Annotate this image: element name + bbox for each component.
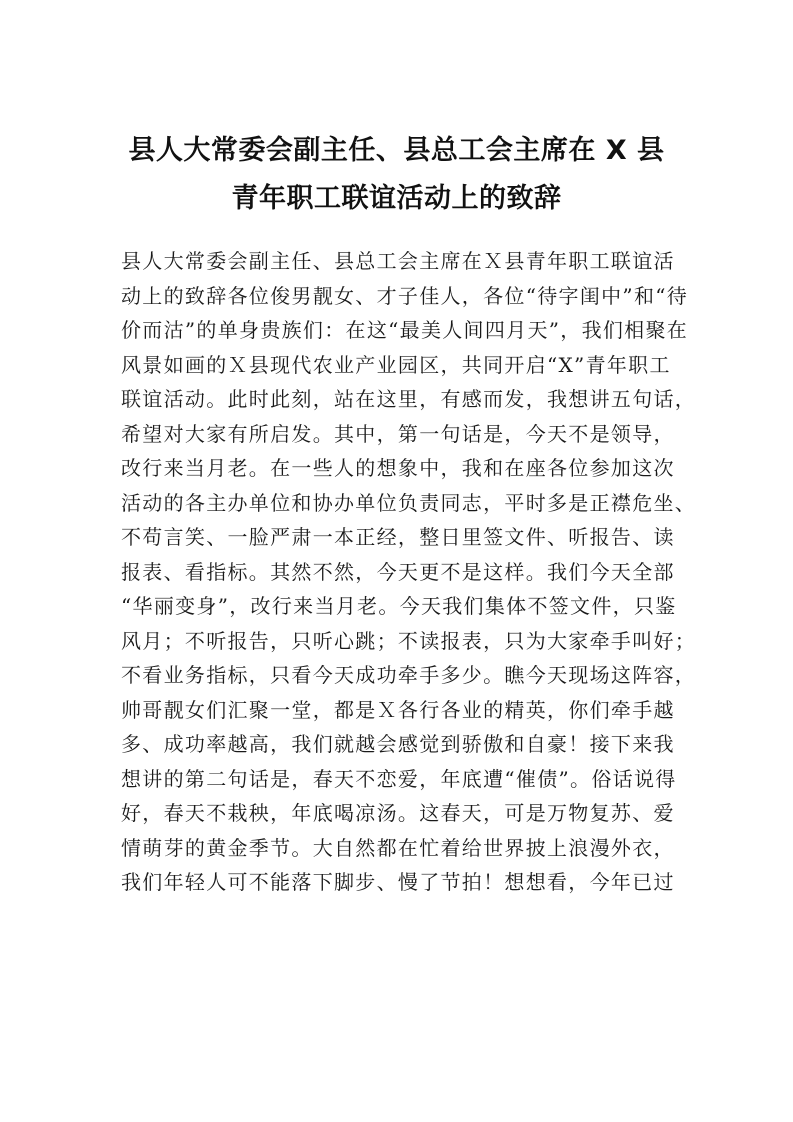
- body-line: 我们年轻人可不能落下脚步、慢了节拍！想想看，今年已过: [121, 870, 675, 894]
- body-line: 帅哥靓女们汇聚一堂，都是Ｘ各行各业的精英，你们牵手越: [121, 697, 675, 722]
- body-line: 风景如画的Ｘ县现代农业产业园区，共同开启“X”青年职工: [121, 352, 671, 377]
- document-title-line-2: 青年职工联谊活动上的致辞: [231, 183, 562, 214]
- body-line: 联谊活动。此时此刻，站在这里，有感而发，我想讲五句话，: [121, 387, 697, 411]
- body-line: 报表、看指标。其然不然，今天更不是这样。我们今天全部: [121, 559, 675, 584]
- body-line: 不看业务指标，只看今天成功牵手多少。瞧今天现场这阵容，: [121, 663, 697, 687]
- document-title-line-1: 县人大常委会副主任、县总工会主席在 X 县: [128, 135, 665, 166]
- body-line: 想讲的第二句话是，春天不恋爱，年底遭“催债”。俗话说得: [121, 766, 677, 791]
- body-line: 活动的各主办单位和协办单位负责同志，平时多是正襟危坐、: [121, 490, 697, 515]
- body-line: 情萌芽的黄金季节。大自然都在忙着给世界披上浪漫外衣，: [121, 835, 675, 860]
- document-body: [121, 244, 697, 900]
- body-line: 希望对大家有所启发。其中，第一句话是，今天不是领导，: [121, 421, 675, 446]
- body-line: 不苟言笑、一脸严肃一本正经，整日里签文件、听报告、读: [121, 525, 675, 549]
- body-line: 县人大常委会副主任、县总工会主席在Ｘ县青年职工联谊活: [121, 249, 675, 273]
- body-line: “华丽变身”，改行来当月老。今天我们集体不签文件，只鉴: [121, 594, 677, 618]
- body-line: 动上的致辞各位俊男靓女、才子佳人，各位“待字闺中”和“待: [121, 283, 689, 308]
- body-line: 价而沽”的单身贵族们：在这“最美人间四月天”，我们相聚在: [121, 318, 689, 342]
- body-line: 多、成功率越高，我们就越会感觉到骄傲和自豪！接下来我: [121, 732, 675, 756]
- body-line: 好，春天不栽秧，年底喝凉汤。这春天，可是万物复苏、爱: [121, 801, 675, 825]
- body-line: 改行来当月老。在一些人的想象中，我和在座各位参加这次: [121, 456, 675, 480]
- body-line: 风月；不听报告，只听心跳；不读报表，只为大家牵手叫好；: [121, 628, 697, 653]
